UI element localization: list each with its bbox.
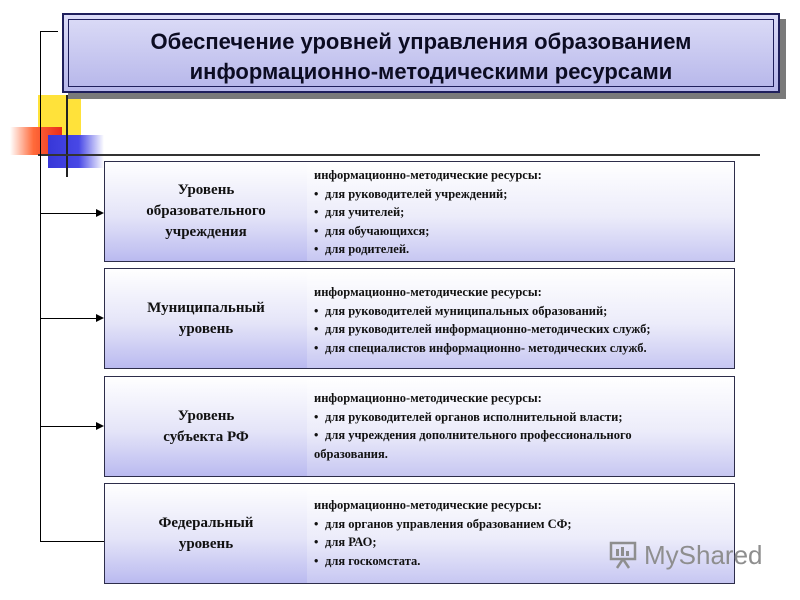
level-row xyxy=(104,376,735,477)
resource-continuation: образования. xyxy=(314,446,388,461)
level-label-line: Муниципальный xyxy=(147,299,265,316)
title-line-2: информационно-методическими ресурсами xyxy=(189,59,673,84)
presentation-board-icon xyxy=(608,540,638,570)
level-row xyxy=(104,268,735,369)
level-label-box xyxy=(105,162,308,261)
bullet-icon: • xyxy=(314,428,319,443)
resource-text: для учителей; xyxy=(325,205,405,220)
bullet-icon: • xyxy=(314,186,319,201)
bullet-icon: • xyxy=(314,535,319,550)
level-label-line: учреждения xyxy=(165,224,247,240)
resources-header: информационно-методические ресурсы: xyxy=(314,285,542,299)
resource-text: для специалистов информационно- методических служб. xyxy=(325,340,647,355)
resource-item xyxy=(314,302,730,321)
decorative-vertical-line xyxy=(66,95,68,177)
bullet-icon: • xyxy=(314,340,319,355)
level-label-line: субъекта РФ xyxy=(163,428,249,445)
resource-text: для учреждения дополнительного профессионального xyxy=(325,428,632,443)
title-line-1: Обеспечение уровней управления образованием xyxy=(150,29,692,54)
resource-item xyxy=(314,203,730,222)
resources-box xyxy=(307,269,734,368)
watermark xyxy=(608,538,768,574)
resources-header: информационно-методические ресурсы: xyxy=(314,168,542,182)
connector-arrow-2 xyxy=(40,318,96,319)
resource-item xyxy=(314,222,730,241)
resource-item xyxy=(314,339,730,358)
watermark-text: MyShared xyxy=(644,540,763,570)
resource-text: для РАО; xyxy=(325,535,377,550)
resources-header: информационно-методические ресурсы: xyxy=(314,498,542,512)
level-label-line: Уровень xyxy=(177,407,235,424)
resource-item xyxy=(314,408,730,427)
bullet-icon: • xyxy=(314,409,319,424)
bullet-icon: • xyxy=(314,242,319,257)
resource-item xyxy=(314,185,730,204)
resources-header: информационно-методические ресурсы: xyxy=(314,391,542,405)
resources-box xyxy=(307,377,734,476)
level-label-box xyxy=(105,484,308,583)
bullet-icon: • xyxy=(314,322,319,337)
resource-text: для руководителей органов исполнительной власти; xyxy=(325,409,623,424)
resource-text: для руководителей муниципальных образований; xyxy=(325,303,608,318)
level-label-line: уровень xyxy=(178,535,234,552)
connector-arrow-1 xyxy=(40,213,96,214)
resource-item xyxy=(314,426,730,445)
bullet-icon: • xyxy=(314,205,319,220)
bullet-icon: • xyxy=(314,516,319,531)
connector-bottom-line xyxy=(40,541,104,542)
connector-arrow-3 xyxy=(40,426,96,427)
bullet-icon: • xyxy=(314,303,319,318)
resource-item xyxy=(314,515,730,534)
level-label-line: уровень xyxy=(178,320,234,337)
bullet-icon: • xyxy=(314,553,319,568)
resource-text: для руководителей учреждений; xyxy=(325,186,508,201)
level-label-line: Федеральный xyxy=(158,514,254,531)
resource-item xyxy=(314,320,730,339)
level-label-box xyxy=(105,269,308,368)
decorative-horizontal-line xyxy=(38,154,760,156)
level-label-line: образовательного xyxy=(146,203,266,219)
resource-text: для госкомстата. xyxy=(325,553,421,568)
resource-text: для родителей. xyxy=(325,242,410,257)
resources-box xyxy=(307,162,734,261)
level-row xyxy=(104,161,735,262)
resource-text: для органов управления образованием СФ; xyxy=(325,516,572,531)
bullet-icon: • xyxy=(314,223,319,238)
connector-trunk xyxy=(40,31,41,542)
level-label-line: Уровень xyxy=(177,182,235,198)
resource-text: для руководителей информационно-методических служб; xyxy=(325,322,651,337)
diagram-title xyxy=(62,13,780,93)
connector-top-stub xyxy=(40,31,58,32)
resource-item xyxy=(314,240,730,259)
level-label-box xyxy=(105,377,308,476)
decorative-blue-bar xyxy=(48,135,104,168)
resource-text: для обучающихся; xyxy=(325,223,430,238)
